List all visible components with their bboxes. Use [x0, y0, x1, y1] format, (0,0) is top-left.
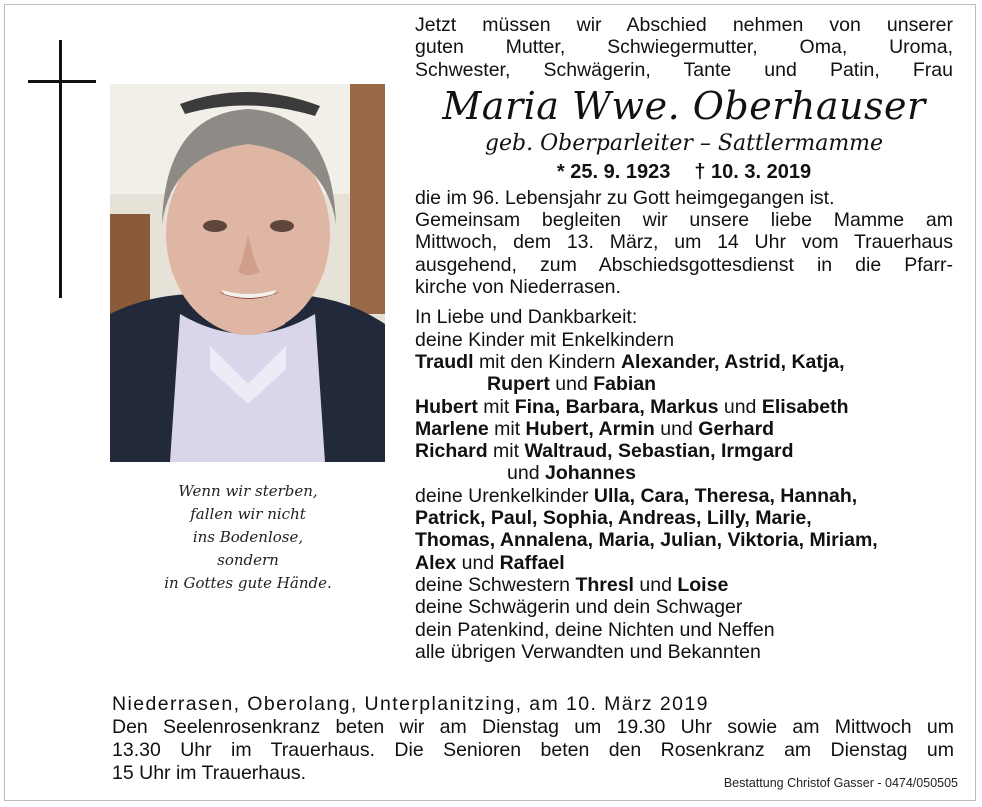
quote-line: ins Bodenlose, — [192, 528, 304, 546]
closing-text — [112, 693, 954, 785]
funeral-home-credit: Bestattung Christof Gasser - 0474/050505 — [723, 776, 958, 790]
birth-name: geb. Oberparleiter – Sattlermamme — [484, 130, 884, 156]
rosary-line: 15 Uhr im Trauerhaus. — [112, 762, 307, 784]
quote-line: in Gottes gute Hände. — [164, 574, 332, 592]
family-line: Traudl mit den Kindern Alexander, Astrid, Katja, — [415, 350, 845, 373]
family-line: Marlene mit Hubert, Armin und Gerhard — [415, 417, 775, 440]
cross-icon-bar — [28, 80, 96, 83]
life-dates — [415, 159, 953, 185]
family-line: Richard mit Waltraud, Sebastian, Irmgard — [415, 440, 794, 463]
family-line: Patrick, Paul, Sophia, Andreas, Lilly, Marie, — [415, 507, 812, 530]
portrait-photo — [110, 84, 385, 462]
deceased-name: Maria Wwe. Oberhauser — [442, 83, 926, 128]
body-line: ausgehend, zum Abschiedsgottesdienst in die Pfarr- — [415, 253, 953, 276]
family-line: Alex und Raffael — [415, 551, 565, 574]
family-line: und Johannes — [507, 462, 636, 485]
quote — [118, 480, 378, 595]
mourners-intro: In Liebe und Dankbarkeit: — [415, 306, 638, 329]
intro-line: Schwester, Schwägerin, Tante und Patin, Frau — [415, 58, 953, 81]
body-line: Mittwoch, dem 13. März, um 14 Uhr vom Trauerhaus — [415, 231, 953, 254]
birth-date: * 25. 9. 1923 — [556, 160, 671, 183]
family-line: Hubert mit Fina, Barbara, Markus und Elisabeth — [415, 395, 849, 418]
intro-line: guten Mutter, Schwiegermutter, Oma, Uroma, — [415, 36, 953, 59]
cross-icon — [59, 40, 62, 298]
quote-line: Wenn wir sterben, — [178, 482, 318, 500]
place-date: Niederrasen, Oberolang, Unterplanitzing, am 10. März 2019 — [112, 693, 709, 715]
portrait-image — [110, 84, 385, 462]
body-line: die im 96. Lebensjahr zu Gott heimgegangen ist. — [415, 186, 835, 209]
rosary-line: Den Seelenrosenkranz beten wir am Dienstag um 19.30 Uhr sowie am Mittwoch um — [112, 716, 954, 738]
notice-text — [415, 14, 953, 663]
family-line: Thomas, Annalena, Maria, Julian, Viktoria, Miriam, — [415, 529, 878, 552]
quote-line: sondern — [217, 551, 279, 569]
family-line: deine Schwägerin und dein Schwager — [415, 596, 743, 619]
family-line: Rupert und Fabian — [487, 373, 657, 396]
family-line: alle übrigen Verwandten und Bekannten — [415, 640, 761, 663]
rosary-line: 13.30 Uhr im Trauerhaus. Die Senioren beten den Rosenkranz am Dienstag um — [112, 739, 954, 761]
body-line: Gemeinsam begleiten wir unsere liebe Mamme am — [415, 209, 953, 232]
family-line: deine Schwestern Thresl und Loise — [415, 573, 729, 596]
family-line: dein Patenkind, deine Nichten und Neffen — [415, 618, 775, 641]
body-line: kirche von Niederrasen. — [415, 276, 621, 299]
mourners-intro: deine Kinder mit Enkelkindern — [415, 328, 675, 351]
quote-line: fallen wir nicht — [190, 505, 306, 523]
intro-line: Jetzt müssen wir Abschied nehmen von unserer — [415, 14, 953, 36]
death-date: † 10. 3. 2019 — [694, 160, 812, 183]
family-line: deine Urenkelkinder Ulla, Cara, Theresa, Hannah, — [415, 484, 858, 507]
